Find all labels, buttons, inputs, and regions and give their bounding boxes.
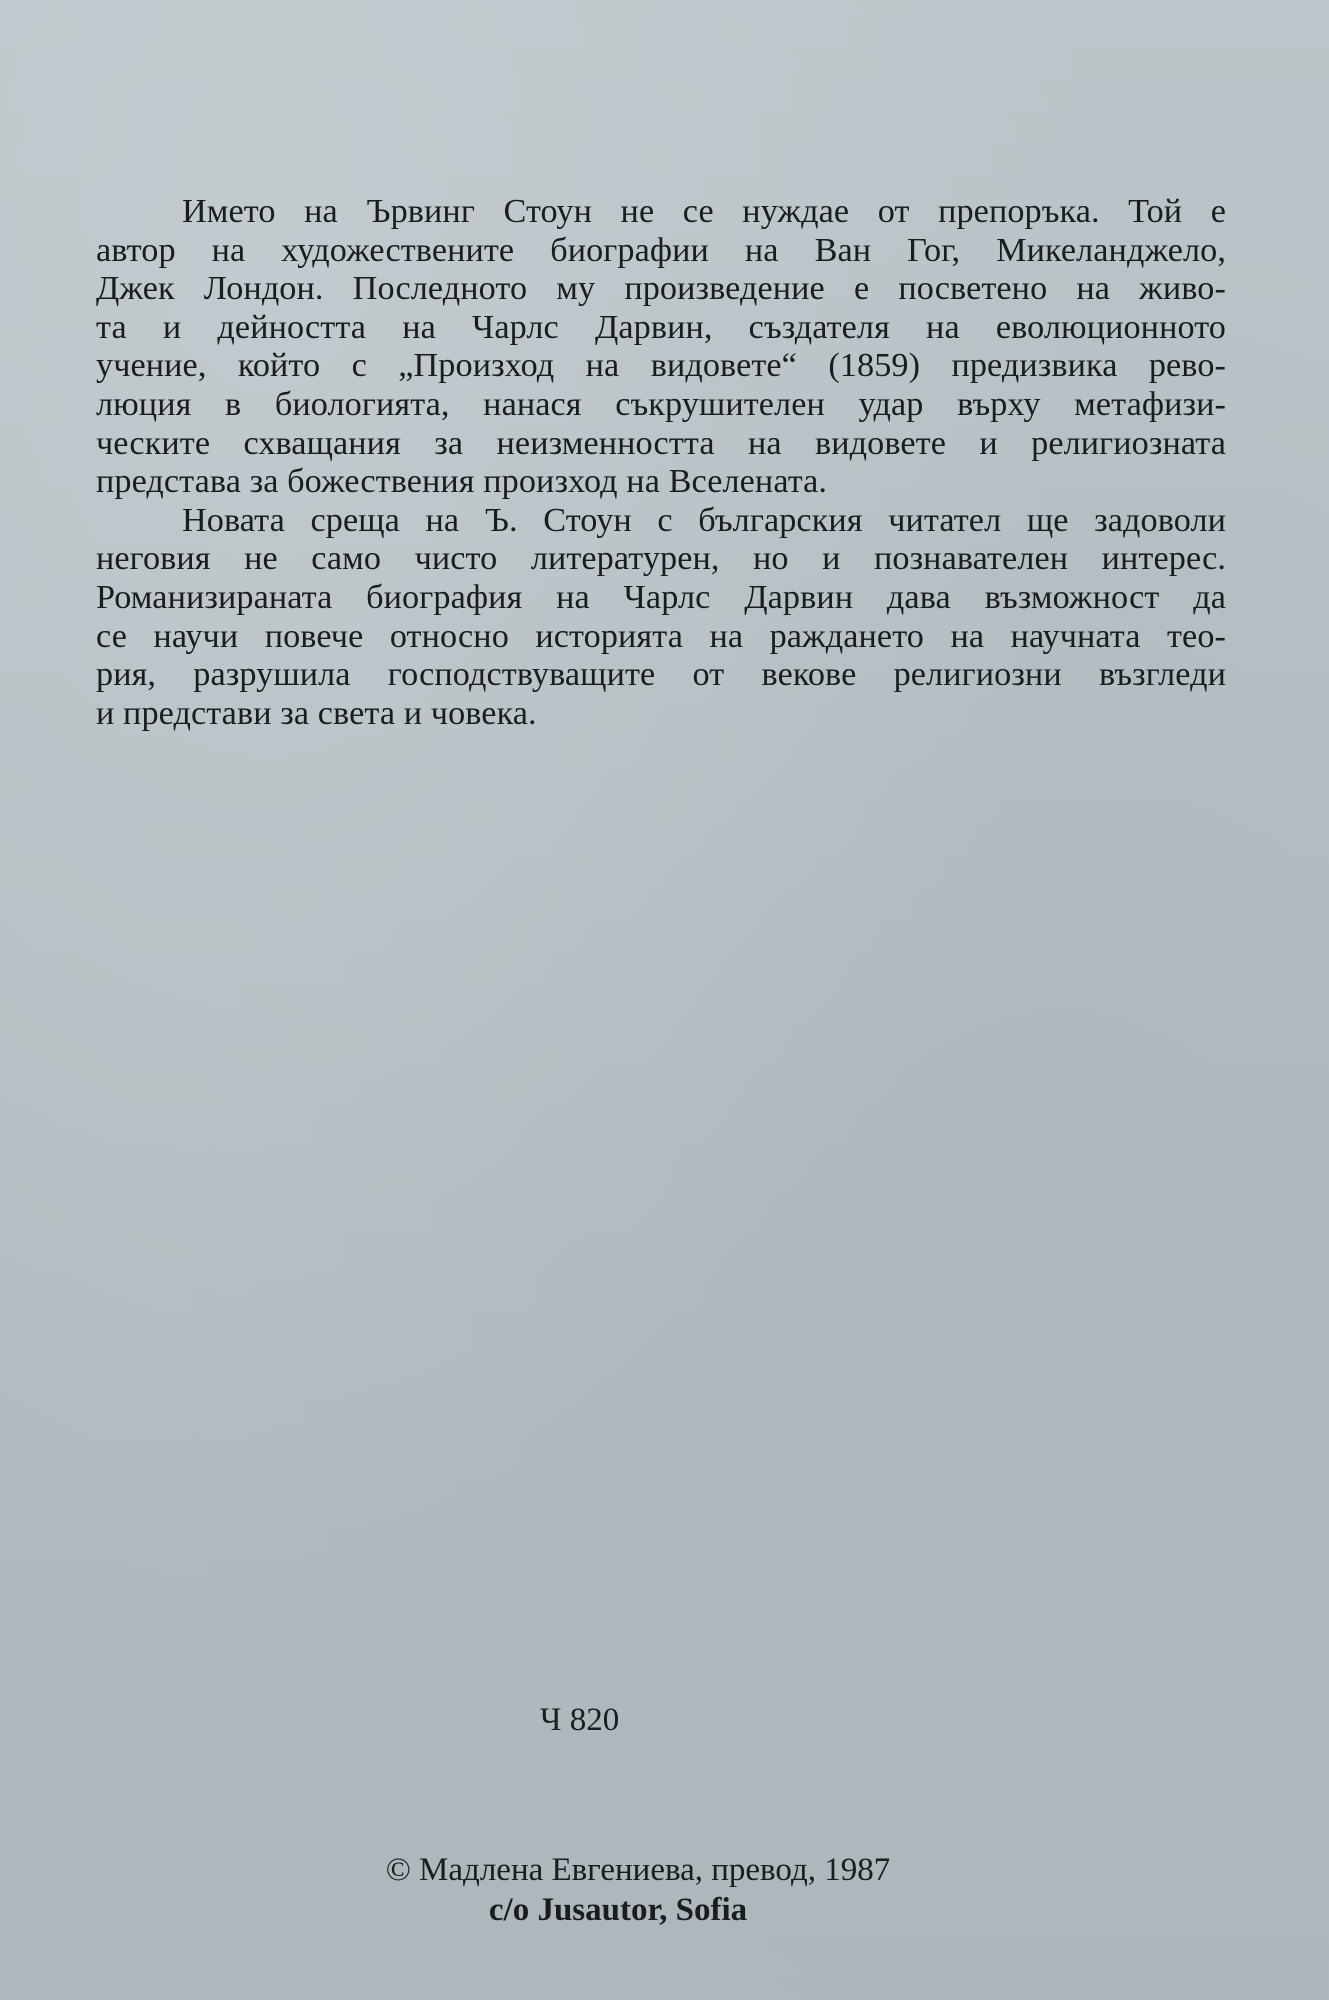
paragraph-second — [96, 502, 1226, 734]
text-line: учение, който с „Произход на видовете“ (1859) предизвика рево- — [96, 347, 1226, 385]
show-through-mark — [560, 1440, 680, 1620]
show-through-title — [200, 30, 1180, 180]
paragraph-intro — [96, 193, 1226, 502]
text-line: представа за божествения произход на Вселената. — [96, 463, 828, 501]
text-line: и представи за света и човека. — [96, 694, 537, 732]
text-line: рия, разрушила господствуващите от векове религиозни възгледи — [96, 656, 1226, 694]
copyright-agency-line: c/o Jusautor, Sofia — [488, 1892, 748, 1928]
copyright-notice — [318, 1850, 958, 1930]
text-line: Новата среща на Ъ. Стоун с българския читател ще задоволи — [182, 501, 1226, 539]
text-line: та и дейността на Чарлс Дарвин, създателя на еволюционното — [96, 308, 1226, 346]
copyright-line: © Мадлена Евгениева, превод, 1987 — [385, 1852, 891, 1888]
text-line: ческите схващания за неизменността на видовете и религиозната — [96, 424, 1226, 462]
text-line: Романизираната биография на Чарлс Дарвин дава възможност да — [96, 578, 1226, 616]
text-line: Името на Ървинг Стоун не се нуждае от препоръка. Той е — [182, 193, 1226, 230]
text-line: се научи повече относно историята на раждането на научната тео- — [96, 617, 1226, 655]
page-body — [96, 193, 1226, 733]
catalog-code: Ч 820 — [540, 1702, 620, 1738]
text-line: неговия не само чисто литературен, но и познавателен интерес. — [96, 540, 1226, 578]
text-line: люция в биологията, нанася съкрушителен удар върху метафизи- — [96, 385, 1226, 423]
text-line: автор на художествените биографии на Ван Гог, Микеланджело, — [96, 231, 1226, 269]
text-line: Джек Лондон. Последното му произведение е посветено на живо- — [96, 270, 1226, 308]
